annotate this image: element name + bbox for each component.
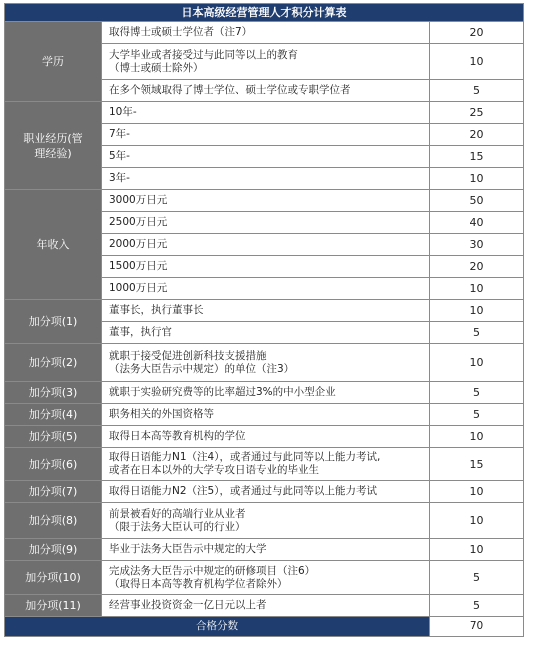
- title-row: [5, 4, 524, 22]
- passing-score-row: [5, 617, 524, 637]
- table-row: [5, 22, 524, 44]
- criterion-cell: 就职于接受促进创新科技支援措施 （法务大臣告示中规定）的单位（注3）: [102, 344, 430, 382]
- table-row: [5, 481, 524, 503]
- points-cell: 10: [430, 344, 524, 382]
- criterion-cell: 毕业于法务大臣告示中规定的大学: [102, 539, 430, 561]
- criterion-cell: 完成法务大臣告示中规定的研修项目（注6） （取得日本高等教育机构学位者除外）: [102, 561, 430, 595]
- table-title: 日本高级经营管理人才积分计算表: [5, 4, 524, 22]
- category-cell: 加分项(6): [5, 448, 102, 481]
- criterion-cell: 大学毕业或者接受过与此同等以上的教育 （博士或硕士除外）: [102, 44, 430, 80]
- points-cell: 5: [430, 561, 524, 595]
- criterion-cell: 10年-: [102, 102, 430, 124]
- points-cell: 50: [430, 190, 524, 212]
- criterion-cell: 取得日本高等教育机构的学位: [102, 426, 430, 448]
- criterion-cell: 职务相关的外国资格等: [102, 404, 430, 426]
- points-cell: 5: [430, 595, 524, 617]
- table-row: [5, 503, 524, 539]
- points-cell: 10: [430, 278, 524, 300]
- points-cell: 10: [430, 44, 524, 80]
- points-cell: 10: [430, 539, 524, 561]
- passing-score-label: 合格分数: [5, 617, 430, 637]
- points-cell: 20: [430, 256, 524, 278]
- table-row: [5, 448, 524, 481]
- table-row: [5, 539, 524, 561]
- criterion-cell: 5年-: [102, 146, 430, 168]
- points-cell: 25: [430, 102, 524, 124]
- criterion-cell: 1000万日元: [102, 278, 430, 300]
- category-cell: 加分项(10): [5, 561, 102, 595]
- criterion-cell: 1500万日元: [102, 256, 430, 278]
- points-cell: 10: [430, 481, 524, 503]
- criterion-cell: 取得日语能力N2（注5），或者通过与此同等以上能力考试: [102, 481, 430, 503]
- table-row: [5, 404, 524, 426]
- points-cell: 20: [430, 124, 524, 146]
- passing-score-value: 70: [430, 617, 524, 637]
- points-cell: 15: [430, 146, 524, 168]
- points-cell: 5: [430, 80, 524, 102]
- criterion-cell: 3年-: [102, 168, 430, 190]
- table-row: [5, 102, 524, 124]
- category-cell: 加分项(4): [5, 404, 102, 426]
- table-row: [5, 595, 524, 617]
- criterion-cell: 7年-: [102, 124, 430, 146]
- criterion-cell: 前景被看好的高端行业从业者 （限于法务大臣认可的行业）: [102, 503, 430, 539]
- criterion-cell: 就职于实验研究费等的比率超过3%的中小型企业: [102, 382, 430, 404]
- table-row: [5, 300, 524, 322]
- criterion-cell: 董事，执行官: [102, 322, 430, 344]
- table-row: [5, 344, 524, 382]
- table-row: [5, 190, 524, 212]
- criterion-cell: 3000万日元: [102, 190, 430, 212]
- category-cell: 加分项(1): [5, 300, 102, 344]
- criterion-cell: 经营事业投资资金一亿日元以上者: [102, 595, 430, 617]
- table-row: [5, 426, 524, 448]
- points-table: [4, 3, 524, 637]
- points-cell: 40: [430, 212, 524, 234]
- category-cell: 年收入: [5, 190, 102, 300]
- category-cell: 学历: [5, 22, 102, 102]
- points-cell: 20: [430, 22, 524, 44]
- points-cell: 5: [430, 382, 524, 404]
- criterion-cell: 在多个领域取得了博士学位、硕士学位或专职学位者: [102, 80, 430, 102]
- criterion-cell: 取得日语能力N1（注4），或者通过与此同等以上能力考试, 或者在日本以外的大学专攻日语专业的毕业生: [102, 448, 430, 481]
- category-cell: 加分项(8): [5, 503, 102, 539]
- points-cell: 10: [430, 168, 524, 190]
- category-cell: 职业经历(管 理经验): [5, 102, 102, 190]
- criterion-cell: 取得博士或硕士学位者（注7）: [102, 22, 430, 44]
- criterion-cell: 2500万日元: [102, 212, 430, 234]
- points-cell: 15: [430, 448, 524, 481]
- criterion-cell: 2000万日元: [102, 234, 430, 256]
- category-cell: 加分项(5): [5, 426, 102, 448]
- points-cell: 10: [430, 426, 524, 448]
- table-row: [5, 561, 524, 595]
- points-cell: 10: [430, 503, 524, 539]
- table-row: [5, 382, 524, 404]
- category-cell: 加分项(7): [5, 481, 102, 503]
- category-cell: 加分项(2): [5, 344, 102, 382]
- criterion-cell: 董事长，执行董事长: [102, 300, 430, 322]
- points-cell: 5: [430, 322, 524, 344]
- category-cell: 加分项(9): [5, 539, 102, 561]
- points-cell: 5: [430, 404, 524, 426]
- points-cell: 30: [430, 234, 524, 256]
- category-cell: 加分项(3): [5, 382, 102, 404]
- points-cell: 10: [430, 300, 524, 322]
- category-cell: 加分项(11): [5, 595, 102, 617]
